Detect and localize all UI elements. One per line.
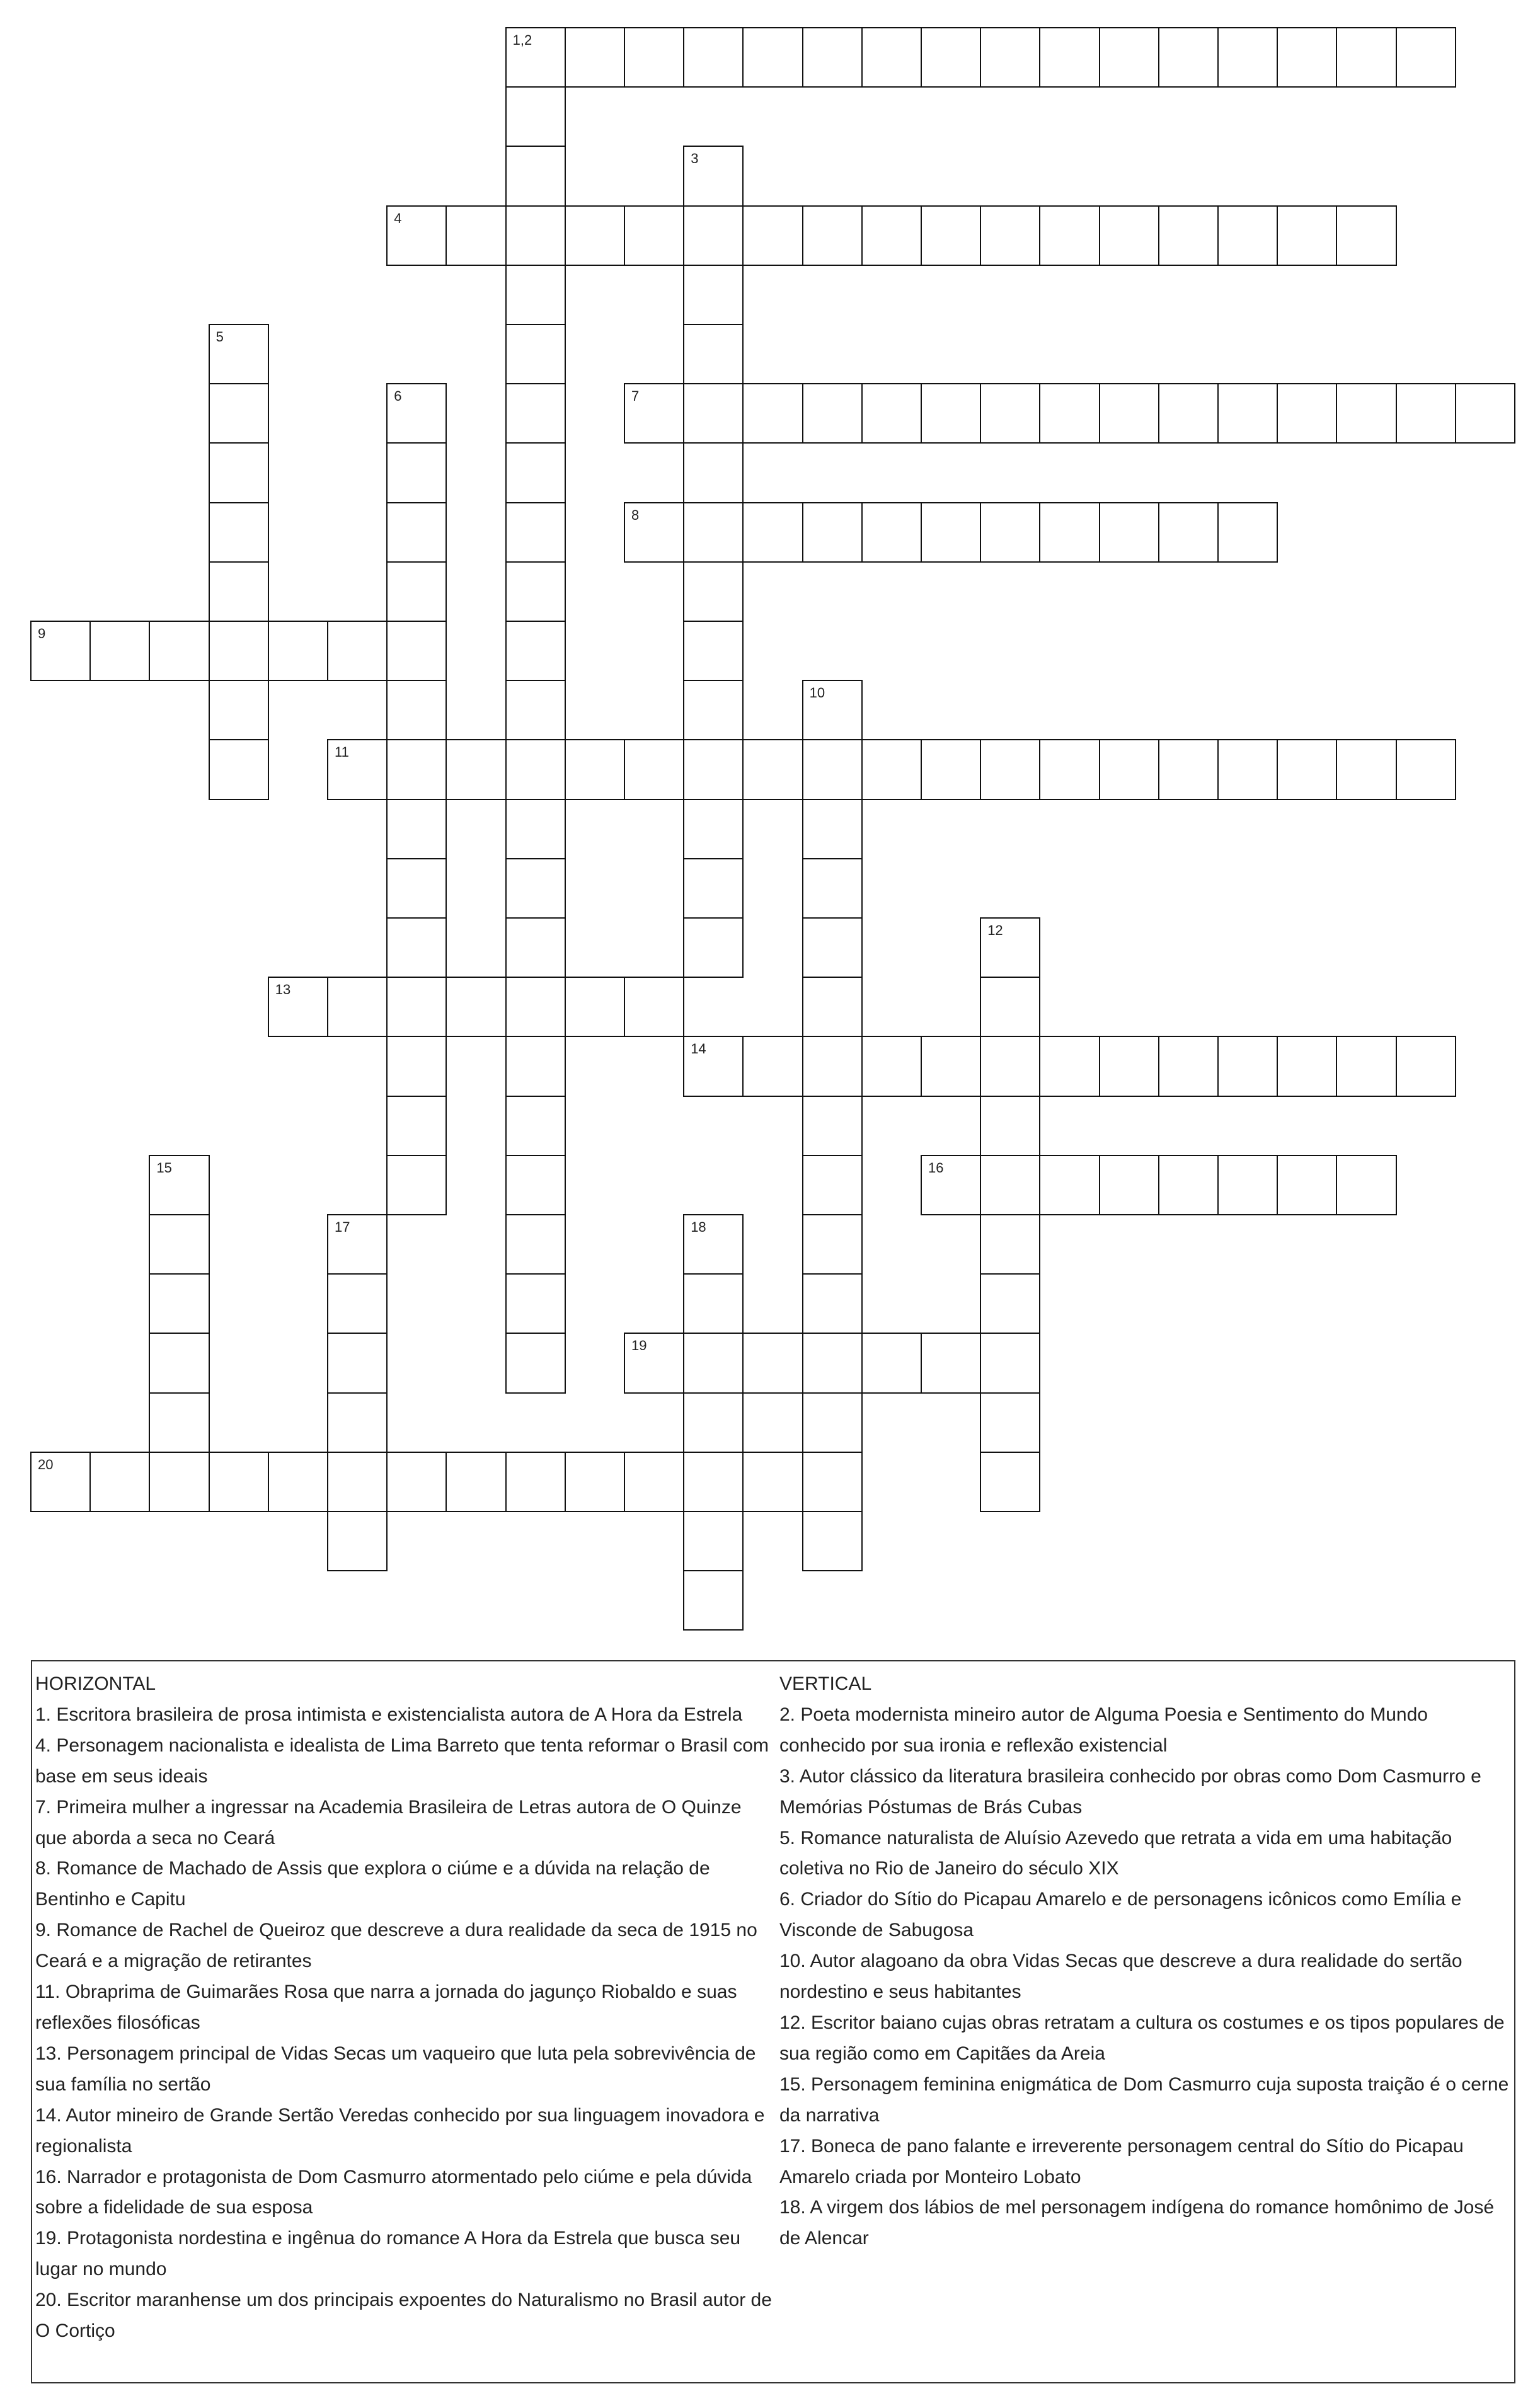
horizontal-clue-item: 20. Escritor maranhense um dos principais expoentes do Naturalismo no Brasil autor de O Cortiço xyxy=(35,2290,772,2342)
crossword-cell[interactable] xyxy=(30,621,91,681)
crossword-cell[interactable] xyxy=(861,27,922,88)
crossword-cell[interactable] xyxy=(802,205,863,266)
crossword-cell[interactable] xyxy=(683,917,744,978)
crossword-cell[interactable] xyxy=(921,1155,981,1215)
crossword-cell[interactable] xyxy=(505,917,566,978)
clue-number-label: 3 xyxy=(691,151,699,167)
clue-number-label: 19 xyxy=(631,1338,647,1354)
crossword-cell[interactable] xyxy=(505,442,566,503)
crossword-cell[interactable] xyxy=(149,621,209,681)
crossword-cell[interactable] xyxy=(1217,502,1278,563)
crossword-cell[interactable] xyxy=(1099,27,1159,88)
crossword-cell[interactable] xyxy=(327,1452,388,1512)
crossword-cell[interactable] xyxy=(683,265,744,325)
crossword-cell[interactable] xyxy=(565,205,625,266)
crossword-cell[interactable] xyxy=(742,1333,803,1393)
crossword-cell[interactable] xyxy=(683,1392,744,1453)
crossword-cell[interactable] xyxy=(149,1333,209,1393)
crossword-cell[interactable] xyxy=(980,1392,1040,1453)
clue-number-label: 14 xyxy=(691,1041,706,1057)
crossword-cell[interactable] xyxy=(683,858,744,919)
horizontal-clues-heading: HORIZONTAL xyxy=(35,1673,156,1694)
crossword-cell[interactable] xyxy=(980,917,1040,978)
crossword-cell[interactable] xyxy=(445,977,506,1037)
crossword-cell[interactable] xyxy=(1099,205,1159,266)
crossword-cell[interactable] xyxy=(802,739,863,800)
crossword-cell[interactable] xyxy=(1039,383,1100,444)
crossword-cell[interactable] xyxy=(980,27,1040,88)
crossword-cell[interactable] xyxy=(683,146,744,206)
crossword-cell[interactable] xyxy=(505,799,566,859)
crossword-cell[interactable] xyxy=(1158,383,1219,444)
crossword-cell[interactable] xyxy=(209,383,269,444)
crossword-cell[interactable] xyxy=(386,858,447,919)
crossword-cell[interactable] xyxy=(386,680,447,740)
crossword-cell[interactable] xyxy=(683,1273,744,1334)
crossword-cell[interactable] xyxy=(683,739,744,800)
crossword-cell[interactable] xyxy=(327,1511,388,1571)
crossword-cell[interactable] xyxy=(505,1452,566,1512)
crossword-cell[interactable] xyxy=(327,1392,388,1453)
crossword-cell[interactable] xyxy=(802,680,863,740)
crossword-cell[interactable] xyxy=(30,1452,91,1512)
crossword-cell[interactable] xyxy=(980,977,1040,1037)
crossword-cell[interactable] xyxy=(742,27,803,88)
crossword-cell[interactable] xyxy=(505,1036,566,1096)
crossword-cell[interactable] xyxy=(1217,383,1278,444)
clue-number-label: 11 xyxy=(335,744,349,760)
crossword-cell[interactable] xyxy=(802,977,863,1037)
crossword-cell[interactable] xyxy=(802,1452,863,1512)
crossword-cell[interactable] xyxy=(802,1096,863,1156)
crossword-cell[interactable] xyxy=(1396,383,1456,444)
crossword-cell[interactable] xyxy=(386,917,447,978)
clue-number-label: 8 xyxy=(631,507,640,523)
clue-number-label: 17 xyxy=(335,1219,350,1235)
crossword-cell[interactable] xyxy=(386,799,447,859)
horizontal-clue-item: 7. Primeira mulher a ingressar na Academia Brasileira de Letras autora de O Quinze que aborda a seca no Ceará xyxy=(35,1796,742,1849)
crossword-cell[interactable] xyxy=(1099,1155,1159,1215)
crossword-cell[interactable] xyxy=(149,1273,209,1334)
crossword-cell[interactable] xyxy=(1455,383,1515,444)
vertical-clue-item: 18. A virgem dos lábios de mel personagem indígena do romance homônimo de José de Alencar xyxy=(779,2197,1495,2249)
crossword-cell[interactable] xyxy=(802,1036,863,1096)
crossword-cell[interactable] xyxy=(445,205,506,266)
crossword-cell[interactable] xyxy=(89,621,150,681)
crossword-cell[interactable] xyxy=(624,502,684,563)
crossword-cell[interactable] xyxy=(802,1511,863,1571)
crossword-cell[interactable] xyxy=(505,858,566,919)
clue-number-label: 9 xyxy=(38,626,46,641)
crossword-cell[interactable] xyxy=(1158,739,1219,800)
crossword-cell[interactable] xyxy=(980,739,1040,800)
crossword-cell[interactable] xyxy=(505,1273,566,1334)
crossword-cell[interactable] xyxy=(505,265,566,325)
crossword-cell[interactable] xyxy=(1099,502,1159,563)
clue-number-label: 18 xyxy=(691,1219,706,1235)
crossword-cell[interactable] xyxy=(386,442,447,503)
crossword-cell[interactable] xyxy=(386,1096,447,1156)
crossword-cell[interactable] xyxy=(624,1333,684,1393)
horizontal-clue-item: 8. Romance de Machado de Assis que explora o ciúme e a dúvida na relação de Bentinho e Capitu xyxy=(35,1858,710,1910)
crossword-cell[interactable] xyxy=(802,1214,863,1275)
crossword-cell[interactable] xyxy=(327,1273,388,1334)
crossword-cell[interactable] xyxy=(980,1036,1040,1096)
crossword-cell[interactable] xyxy=(624,205,684,266)
crossword-cell[interactable] xyxy=(683,383,744,444)
crossword-cell[interactable] xyxy=(861,383,922,444)
horizontal-clue-item: 11. Obraprima de Guimarães Rosa que narra a jornada do jagunço Riobaldo e suas reflexões filosóficas xyxy=(35,1981,737,2033)
horizontal-clue-item: 4. Personagem nacionalista e idealista de Lima Barreto que tenta reformar o Brasil com base em seus ideais xyxy=(35,1734,769,1787)
crossword-cell[interactable] xyxy=(683,621,744,681)
crossword-cell[interactable] xyxy=(1039,27,1100,88)
crossword-cell[interactable] xyxy=(1336,1036,1396,1096)
crossword-cell[interactable] xyxy=(1158,27,1219,88)
crossword-cell[interactable] xyxy=(149,1392,209,1453)
crossword-cell[interactable] xyxy=(980,502,1040,563)
crossword-cell[interactable] xyxy=(1217,1036,1278,1096)
crossword-cell[interactable] xyxy=(683,27,744,88)
crossword-cell[interactable] xyxy=(1039,1036,1100,1096)
vertical-clue-item: 17. Boneca de pano falante e irreverente personagem central do Sítio do Picapau Amarelo criada por Monteiro Lobato xyxy=(779,2135,1464,2187)
crossword-cell[interactable] xyxy=(683,205,744,266)
crossword-cell[interactable] xyxy=(683,1511,744,1571)
crossword-cell[interactable] xyxy=(505,27,566,88)
crossword-cell[interactable] xyxy=(386,977,447,1037)
crossword-cell[interactable] xyxy=(268,1452,328,1512)
crossword-cell[interactable] xyxy=(1099,383,1159,444)
crossword-cell[interactable] xyxy=(861,739,922,800)
crossword-cell[interactable] xyxy=(386,383,447,444)
crossword-cell[interactable] xyxy=(861,1333,922,1393)
crossword-cell[interactable] xyxy=(742,205,803,266)
crossword-cell[interactable] xyxy=(1099,1036,1159,1096)
vertical-clue-item: 5. Romance naturalista de Aluísio Azevedo que retrata a vida em uma habitação coletiva no Rio de Janeiro do século XIX xyxy=(779,1827,1452,1879)
crossword-cell[interactable] xyxy=(386,1036,447,1096)
crossword-cell[interactable] xyxy=(980,1452,1040,1512)
clue-number-label: 5 xyxy=(215,329,224,345)
crossword-cell[interactable] xyxy=(802,27,863,88)
crossword-cell[interactable] xyxy=(1039,502,1100,563)
crossword-cell[interactable] xyxy=(802,383,863,444)
clue-number-label: 13 xyxy=(275,982,291,998)
crossword-cell[interactable] xyxy=(921,1036,981,1096)
crossword-cell[interactable] xyxy=(1158,205,1219,266)
crossword-cell[interactable] xyxy=(802,1273,863,1334)
crossword-cell[interactable] xyxy=(565,1452,625,1512)
crossword-cell[interactable] xyxy=(921,205,981,266)
crossword-cell[interactable] xyxy=(505,502,566,563)
crossword-cell[interactable] xyxy=(1396,1036,1456,1096)
crossword-cell[interactable] xyxy=(386,1155,447,1215)
clue-number-label: 4 xyxy=(394,210,402,226)
crossword-cell[interactable] xyxy=(1336,205,1396,266)
crossword-cell[interactable] xyxy=(1217,1155,1278,1215)
crossword-cell[interactable] xyxy=(683,1452,744,1512)
horizontal-clue-item: 19. Protagonista nordestina e ingênua do romance A Hora da Estrela que busca seu lugar no mundo xyxy=(35,2228,741,2280)
crossword-cell[interactable] xyxy=(1039,205,1100,266)
crossword-cell[interactable] xyxy=(209,502,269,563)
crossword-cell[interactable] xyxy=(683,561,744,622)
crossword-cell[interactable] xyxy=(1217,27,1278,88)
crossword-cell[interactable] xyxy=(683,680,744,740)
crossword-cell[interactable] xyxy=(1277,27,1337,88)
crossword-cell[interactable] xyxy=(209,739,269,800)
crossword-cell[interactable] xyxy=(209,680,269,740)
crossword-cell[interactable] xyxy=(505,739,566,800)
vertical-clue-item: 3. Autor clássico da literatura brasileira conhecido por obras como Dom Casmurro e Memórias Póstumas de Brás Cubas xyxy=(779,1765,1481,1818)
clue-number-label: 16 xyxy=(928,1159,944,1176)
crossword-cell[interactable] xyxy=(386,561,447,622)
crossword-cell[interactable] xyxy=(209,561,269,622)
vertical-clue-item: 12. Escritor baiano cujas obras retratam a cultura os costumes e os tipos populares de sua região como em Capitães da Areia xyxy=(779,2012,1505,2064)
crossword-cell[interactable] xyxy=(980,1273,1040,1334)
crossword-cell[interactable] xyxy=(683,1333,744,1393)
crossword-cell[interactable] xyxy=(802,502,863,563)
crossword-cell[interactable] xyxy=(505,383,566,444)
crossword-cell[interactable] xyxy=(683,502,744,563)
vertical-clues-column xyxy=(779,1669,1512,2254)
crossword-cell[interactable] xyxy=(565,739,625,800)
crossword-cell[interactable] xyxy=(505,205,566,266)
crossword-cell[interactable] xyxy=(149,1452,209,1512)
crossword-cell[interactable] xyxy=(386,739,447,800)
crossword-cell[interactable] xyxy=(624,27,684,88)
crossword-cell[interactable] xyxy=(802,1333,863,1393)
crossword-cell[interactable] xyxy=(327,1333,388,1393)
crossword-cell[interactable] xyxy=(505,1333,566,1393)
crossword-cell[interactable] xyxy=(921,502,981,563)
crossword-cell[interactable] xyxy=(1158,1036,1219,1096)
clue-number-label: 6 xyxy=(394,388,402,404)
crossword-cell[interactable] xyxy=(921,27,981,88)
crossword-cell[interactable] xyxy=(1039,1155,1100,1215)
crossword-cell[interactable] xyxy=(1099,739,1159,800)
crossword-cell[interactable] xyxy=(268,977,328,1037)
horizontal-clue-item: 14. Autor mineiro de Grande Sertão Veredas conhecido por sua linguagem inovadora e regionalista xyxy=(35,2104,765,2157)
crossword-cell[interactable] xyxy=(209,442,269,503)
crossword-cell[interactable] xyxy=(624,1452,684,1512)
crossword-cell[interactable] xyxy=(505,1214,566,1275)
crossword-cell[interactable] xyxy=(802,917,863,978)
crossword-cell[interactable] xyxy=(683,1036,744,1096)
crossword-cell[interactable] xyxy=(505,1096,566,1156)
crossword-cell[interactable] xyxy=(209,324,269,384)
crossword-cell[interactable] xyxy=(1336,1155,1396,1215)
crossword-cell[interactable] xyxy=(1217,739,1278,800)
crossword-cell[interactable] xyxy=(89,1452,150,1512)
crossword-cell[interactable] xyxy=(1336,27,1396,88)
clue-number-label: 12 xyxy=(987,922,1003,938)
crossword-cell[interactable] xyxy=(1039,739,1100,800)
crossword-cell[interactable] xyxy=(209,621,269,681)
crossword-cell[interactable] xyxy=(505,977,566,1037)
crossword-cell[interactable] xyxy=(1277,1155,1337,1215)
crossword-cell[interactable] xyxy=(1217,205,1278,266)
crossword-cell[interactable] xyxy=(921,739,981,800)
crossword-cell[interactable] xyxy=(327,621,388,681)
crossword-cell[interactable] xyxy=(327,1214,388,1275)
crossword-cell[interactable] xyxy=(861,502,922,563)
crossword-cell[interactable] xyxy=(327,977,388,1037)
crossword-cell[interactable] xyxy=(802,858,863,919)
crossword-cell[interactable] xyxy=(565,27,625,88)
crossword-cell[interactable] xyxy=(327,739,388,800)
crossword-cell[interactable] xyxy=(683,324,744,384)
clue-number-label: 15 xyxy=(156,1159,172,1176)
crossword-cell[interactable] xyxy=(386,502,447,563)
crossword-cell[interactable] xyxy=(386,621,447,681)
vertical-clue-item: 15. Personagem feminina enigmática de Dom Casmurro cuja suposta traição é o cerne da narrativa xyxy=(779,2073,1509,2126)
crossword-cell[interactable] xyxy=(445,1452,506,1512)
horizontal-clue-item: 1. Escritora brasileira de prosa intimista e existencialista autora de A Hora da Estrela xyxy=(35,1704,743,1725)
crossword-cell[interactable] xyxy=(742,739,803,800)
crossword-cell[interactable] xyxy=(386,205,447,266)
horizontal-clue-item: 13. Personagem principal de Vidas Secas um vaqueiro que luta pela sobrevivência de sua família no sertão xyxy=(35,2043,756,2095)
crossword-cell[interactable] xyxy=(1396,739,1456,800)
crossword-cell[interactable] xyxy=(505,86,566,147)
crossword-cell[interactable] xyxy=(624,977,684,1037)
crossword-cell[interactable] xyxy=(1158,1155,1219,1215)
crossword-cell[interactable] xyxy=(742,502,803,563)
vertical-clue-item: 6. Criador do Sítio do Picapau Amarelo e de personagens icônicos como Emília e Visconde de Sabugosa xyxy=(779,1889,1462,1941)
crossword-cell[interactable] xyxy=(980,1155,1040,1215)
crossword-grid xyxy=(31,28,1515,1631)
crossword-cell[interactable] xyxy=(386,1452,447,1512)
crossword-cell[interactable] xyxy=(861,1036,922,1096)
crossword-cell[interactable] xyxy=(624,383,684,444)
clue-number-label: 20 xyxy=(38,1456,54,1472)
vertical-clue-item: 10. Autor alagoano da obra Vidas Secas que descreve a dura realidade do sertão nordestino e seus habitantes xyxy=(779,1951,1462,2003)
clue-number-label: 10 xyxy=(809,685,825,701)
crossword-cell[interactable] xyxy=(1277,1036,1337,1096)
crossword-cell[interactable] xyxy=(268,621,328,681)
horizontal-clues-column xyxy=(35,1669,776,2347)
horizontal-clue-item: 9. Romance de Rachel de Queiroz que descreve a dura realidade da seca de 1915 no Ceará e a migração de retirantes xyxy=(35,1920,757,1972)
vertical-clue-item: 2. Poeta modernista mineiro autor de Alguma Poesia e Sentimento do Mundo conhecido por sua ironia e reflexão existencial xyxy=(779,1704,1428,1756)
crossword-cell[interactable] xyxy=(802,1392,863,1453)
crossword-cell[interactable] xyxy=(505,1155,566,1215)
horizontal-clue-item: 16. Narrador e protagonista de Dom Casmurro atormentado pelo ciúme e pela dúvida sobre a fidelidade de sua esposa xyxy=(35,2166,752,2218)
crossword-cell[interactable] xyxy=(742,383,803,444)
crossword-cell[interactable] xyxy=(624,739,684,800)
crossword-cell[interactable] xyxy=(861,205,922,266)
crossword-cell[interactable] xyxy=(505,324,566,384)
crossword-cell[interactable] xyxy=(1336,383,1396,444)
crossword-cell[interactable] xyxy=(980,383,1040,444)
vertical-clues-heading: VERTICAL xyxy=(779,1673,872,1694)
crossword-cell[interactable] xyxy=(683,1570,744,1631)
crossword-cell[interactable] xyxy=(209,1452,269,1512)
crossword-cell[interactable] xyxy=(683,799,744,859)
crossword-cell[interactable] xyxy=(149,1214,209,1275)
clue-number-label: 1,2 xyxy=(512,32,532,48)
crossword-cell[interactable] xyxy=(505,621,566,681)
clue-list-panel xyxy=(31,1660,1515,2383)
crossword-cell[interactable] xyxy=(980,1333,1040,1393)
crossword-cell[interactable] xyxy=(1277,383,1337,444)
crossword-cell[interactable] xyxy=(921,383,981,444)
crossword-cell[interactable] xyxy=(1277,739,1337,800)
crossword-cell[interactable] xyxy=(445,739,506,800)
crossword-cell[interactable] xyxy=(1277,205,1337,266)
crossword-cell[interactable] xyxy=(742,1452,803,1512)
crossword-cell[interactable] xyxy=(1396,27,1456,88)
clue-number-label: 7 xyxy=(631,388,640,404)
crossword-cell[interactable] xyxy=(980,205,1040,266)
crossword-cell[interactable] xyxy=(683,1214,744,1275)
crossword-cell[interactable] xyxy=(565,977,625,1037)
crossword-cell[interactable] xyxy=(980,1096,1040,1156)
crossword-cell[interactable] xyxy=(149,1155,209,1215)
crossword-cell[interactable] xyxy=(802,799,863,859)
crossword-cell[interactable] xyxy=(1336,739,1396,800)
crossword-cell[interactable] xyxy=(683,442,744,503)
crossword-cell[interactable] xyxy=(505,561,566,622)
crossword-cell[interactable] xyxy=(505,146,566,206)
crossword-cell[interactable] xyxy=(742,1036,803,1096)
crossword-cell[interactable] xyxy=(921,1333,981,1393)
crossword-cell[interactable] xyxy=(1158,502,1219,563)
crossword-cell[interactable] xyxy=(505,680,566,740)
crossword-cell[interactable] xyxy=(980,1214,1040,1275)
crossword-cell[interactable] xyxy=(802,1155,863,1215)
